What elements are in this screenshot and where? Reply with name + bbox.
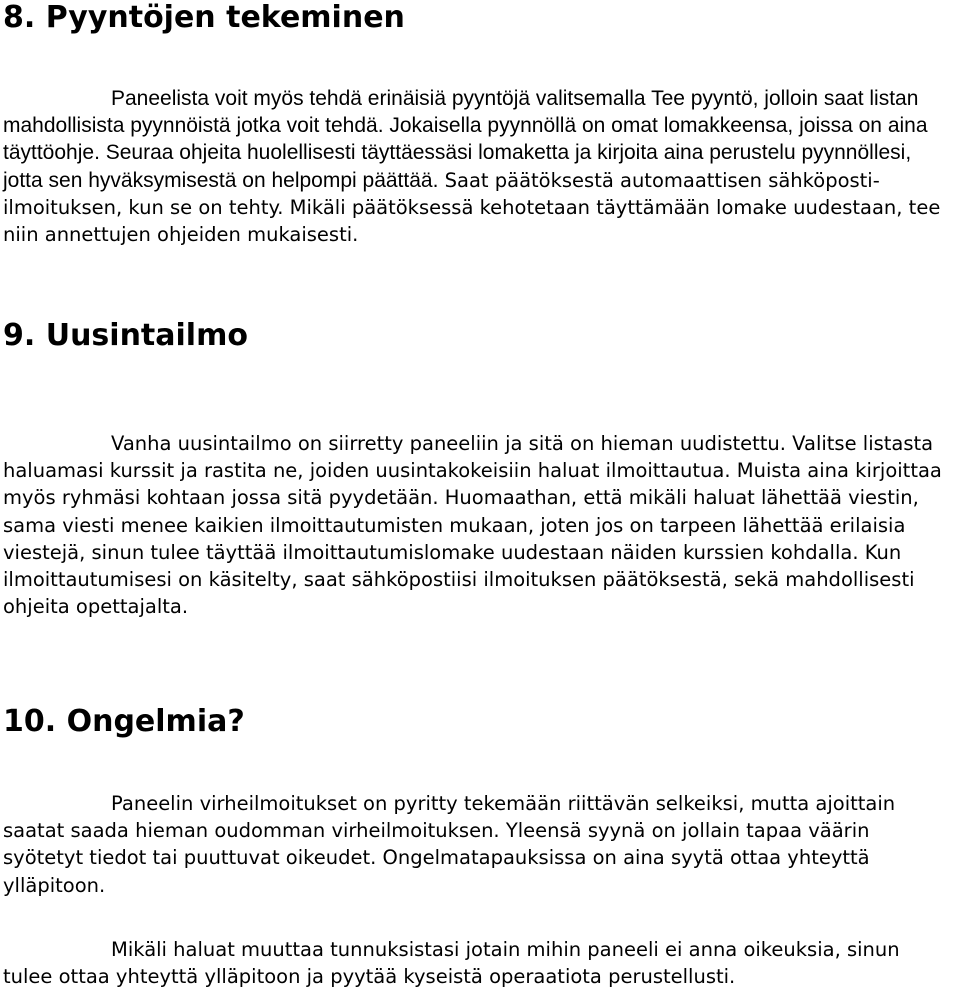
section-problems <box>3 706 955 990</box>
section-reexam <box>3 320 955 620</box>
reexam-paragraph: Vanha uusintailmo on siirretty paneeliin ja sitä on hieman uudistettu. Valitse listasta haluamasi kurssit ja rastita ne, joiden uusintakokeisiin haluat ilmoittautua. Muista aina kirjoittaa myös ryhmäsi kohtaan jossa sitä pyydetään. Huomaathan, että mikäli haluat lähettää viestin, sama viesti menee kaikien ilmoittautumisten mukaan, joten jos on tarpeen lähettää erilaisia viestejä, sinun tulee täyttää ilmoittautumislomake uudestaan näiden kurssien kohdalla. Kun ilmoittautumisesi on käsitelty, saat sähköpostiisi ilmoituksen päätöksestä, sekä mahdollisesti ohjeita opettajalta. <box>3 432 942 619</box>
requests-paragraph-part-1: Paneelista voit myös tehdä erinäisiä pyyntöjä valitsemalla Tee pyyntö, jolloin saat listan mahdollisista pyynnöistä jotka voit tehdä. Jokaisella pyynnöllä on omat lomakkeensa, joissa on aina täyttöohje. Seuraa ohjeita huolellisesti täyttäessäsi lomaketta ja kirjoita aina perustelu pyynnöllesi, jotta sen hyväksymisestä on helpompi päättää. <box>3 87 928 192</box>
problems-paragraph-2: Mikäli haluat muuttaa tunnuksistasi jotain mihin paneeli ei anna oikeuksia, sinun tulee ottaa yhteyttä ylläpitoon ja pyytää kyseistä operaatiota perustellusti. <box>3 937 900 989</box>
section-heading-reexam: 9. Uusintailmo <box>3 318 248 353</box>
section-heading-requests: 8. Pyyntöjen tekeminen <box>3 0 405 35</box>
section-heading-problems: 10. Ongelmia? <box>3 704 245 739</box>
requests-paragraph <box>3 85 955 248</box>
section-requests <box>3 2 955 248</box>
requests-paragraph-part-2: Saat päätöksestä automaattisen sähköposti-ilmoituksen, kun se on tehty. Mikäli päätöksessä kehotetaan täyttämään lomake uudestaan, tee niin annettujen ohjeiden mukaisesti. <box>3 168 941 247</box>
problems-paragraph-1: Paneelin virheilmoitukset on pyritty tekemään riittävän selkeiksi, mutta ajoittain saatat saada hieman oudomman virheilmoituksen. Yleensä syynä on jollain tapaa väärin syötetyt tiedot tai puuttuvat oikeudet. Ongelmatapauksissa on aina syytä ottaa yhteyttä ylläpitoon. <box>3 792 896 897</box>
